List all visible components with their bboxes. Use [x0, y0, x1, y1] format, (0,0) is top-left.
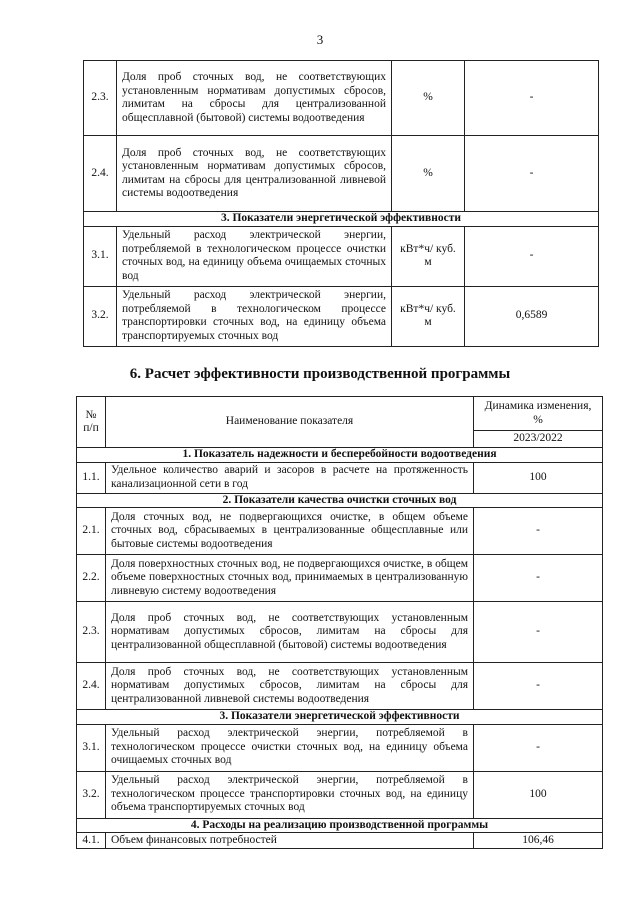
row-number: 1.1. [77, 462, 106, 493]
row-number: 3.2. [84, 286, 117, 346]
table-row [84, 286, 599, 346]
section-title: 3. Показатели энергетической эффективности [77, 710, 603, 725]
row-number: 2.3. [77, 602, 106, 663]
indicator-name: Объем финансовых потребностей [106, 833, 474, 849]
header-num: № п/п [77, 397, 106, 448]
section-row [77, 448, 603, 463]
indicator-name: Доля поверхностных сточных вод, не подвергающихся очистке, в общем объеме поверхностных сточных вод, принимаемых в централизованную ливневую систему водоотведения [106, 555, 474, 602]
table-row [77, 663, 603, 710]
header-row [77, 397, 603, 431]
indicator-value: - [474, 724, 603, 771]
indicator-name: Удельное количество аварий и засоров в расчете на протяженность канализационной сети в год [106, 462, 474, 493]
table-row [77, 724, 603, 771]
section-title: 2. Показатели качества очистки сточных вод [77, 493, 603, 508]
indicator-value: 100 [474, 462, 603, 493]
indicator-value: 106,46 [474, 833, 603, 849]
unit: % [392, 61, 465, 136]
table-row [77, 833, 603, 849]
table-row [77, 771, 603, 818]
row-number: 2.4. [77, 663, 106, 710]
indicator-value: - [474, 663, 603, 710]
indicator-name: Доля проб сточных вод, не соответствующих установленным нормативам допустимых сбросов, лимитам на сбросы для централизованной общесплавной (бытовой) системы водоотведения [106, 602, 474, 663]
row-number: 2.1. [77, 508, 106, 555]
indicator-value: - [465, 226, 599, 286]
indicator-value: - [474, 508, 603, 555]
section-row [77, 710, 603, 725]
table-row [77, 462, 603, 493]
indicator-name: Удельный расход электрической энергии, потребляемой в технологическом процессе очистки сточных вод, на единицу объема очищаемых сточных вод [106, 724, 474, 771]
section-row [77, 493, 603, 508]
indicator-name: Доля сточных вод, не подвергающихся очистке, в общем объеме сточных вод, сбрасываемых в централизованные общесплавные или бытовые системы водоотведения [106, 508, 474, 555]
indicator-name: Удельный расход электрической энергии, потребляемой в технологическом процессе транспортировки сточных вод, на единицу объема транспортируемых сточных вод [106, 771, 474, 818]
table-row [77, 508, 603, 555]
indicator-name: Удельный расход электрической энергии, потребляемой в технологическом процессе очистки сточных вод, на единицу объема очищаемых сточных вод [117, 226, 392, 286]
table-row [84, 61, 599, 136]
section-row [84, 212, 599, 227]
efficiency-table [76, 396, 603, 849]
row-number: 2.3. [84, 61, 117, 136]
table-row [84, 136, 599, 212]
unit: кВт*ч/ куб. м [392, 286, 465, 346]
row-number: 4.1. [77, 833, 106, 849]
table-row [77, 555, 603, 602]
section-row [77, 818, 603, 833]
row-number: 2.4. [84, 136, 117, 212]
section-title: 3. Показатели энергетической эффективности [84, 212, 599, 227]
indicators-table-continued [83, 60, 599, 347]
indicator-value: - [465, 136, 599, 212]
indicator-value: - [474, 555, 603, 602]
table-row [77, 602, 603, 663]
indicator-name: Доля проб сточных вод, не соответствующих установленным нормативам допустимых сбросов, лимитам на сбросы для централизованной общесплавной (бытовой) системы водоотведения [117, 61, 392, 136]
indicator-name: Доля проб сточных вод, не соответствующих установленным нормативам допустимых сбросов, лимитам на сбросы для централизованной ливневой системы водоотведения [117, 136, 392, 212]
indicator-value: - [474, 602, 603, 663]
indicator-name: Доля проб сточных вод, не соответствующих установленным нормативам допустимых сбросов, лимитам на сбросы для централизованной ливневой системы водоотведения [106, 663, 474, 710]
table-row [84, 226, 599, 286]
row-number: 3.1. [84, 226, 117, 286]
indicator-value: 100 [474, 771, 603, 818]
header-period: 2023/2022 [474, 431, 603, 448]
section-heading: 6. Расчет эффективности производственной программы [129, 366, 511, 382]
row-number: 3.2. [77, 771, 106, 818]
indicator-value: - [465, 61, 599, 136]
indicator-value: 0,6589 [465, 286, 599, 346]
unit: кВт*ч/ куб. м [392, 226, 465, 286]
header-dynamics: Динамика изменения, % [474, 397, 603, 431]
row-number: 2.2. [77, 555, 106, 602]
page-number: 3 [316, 32, 324, 47]
indicator-name: Удельный расход электрической энергии, потребляемой в технологическом процессе транспортировки сточных вод, на единицу объема транспортируемых сточных вод [117, 286, 392, 346]
section-title: 4. Расходы на реализацию производственной программы [77, 818, 603, 833]
row-number: 3.1. [77, 724, 106, 771]
header-name: Наименование показателя [106, 397, 474, 448]
unit: % [392, 136, 465, 212]
section-title: 1. Показатель надежности и бесперебойности водоотведения [77, 448, 603, 463]
